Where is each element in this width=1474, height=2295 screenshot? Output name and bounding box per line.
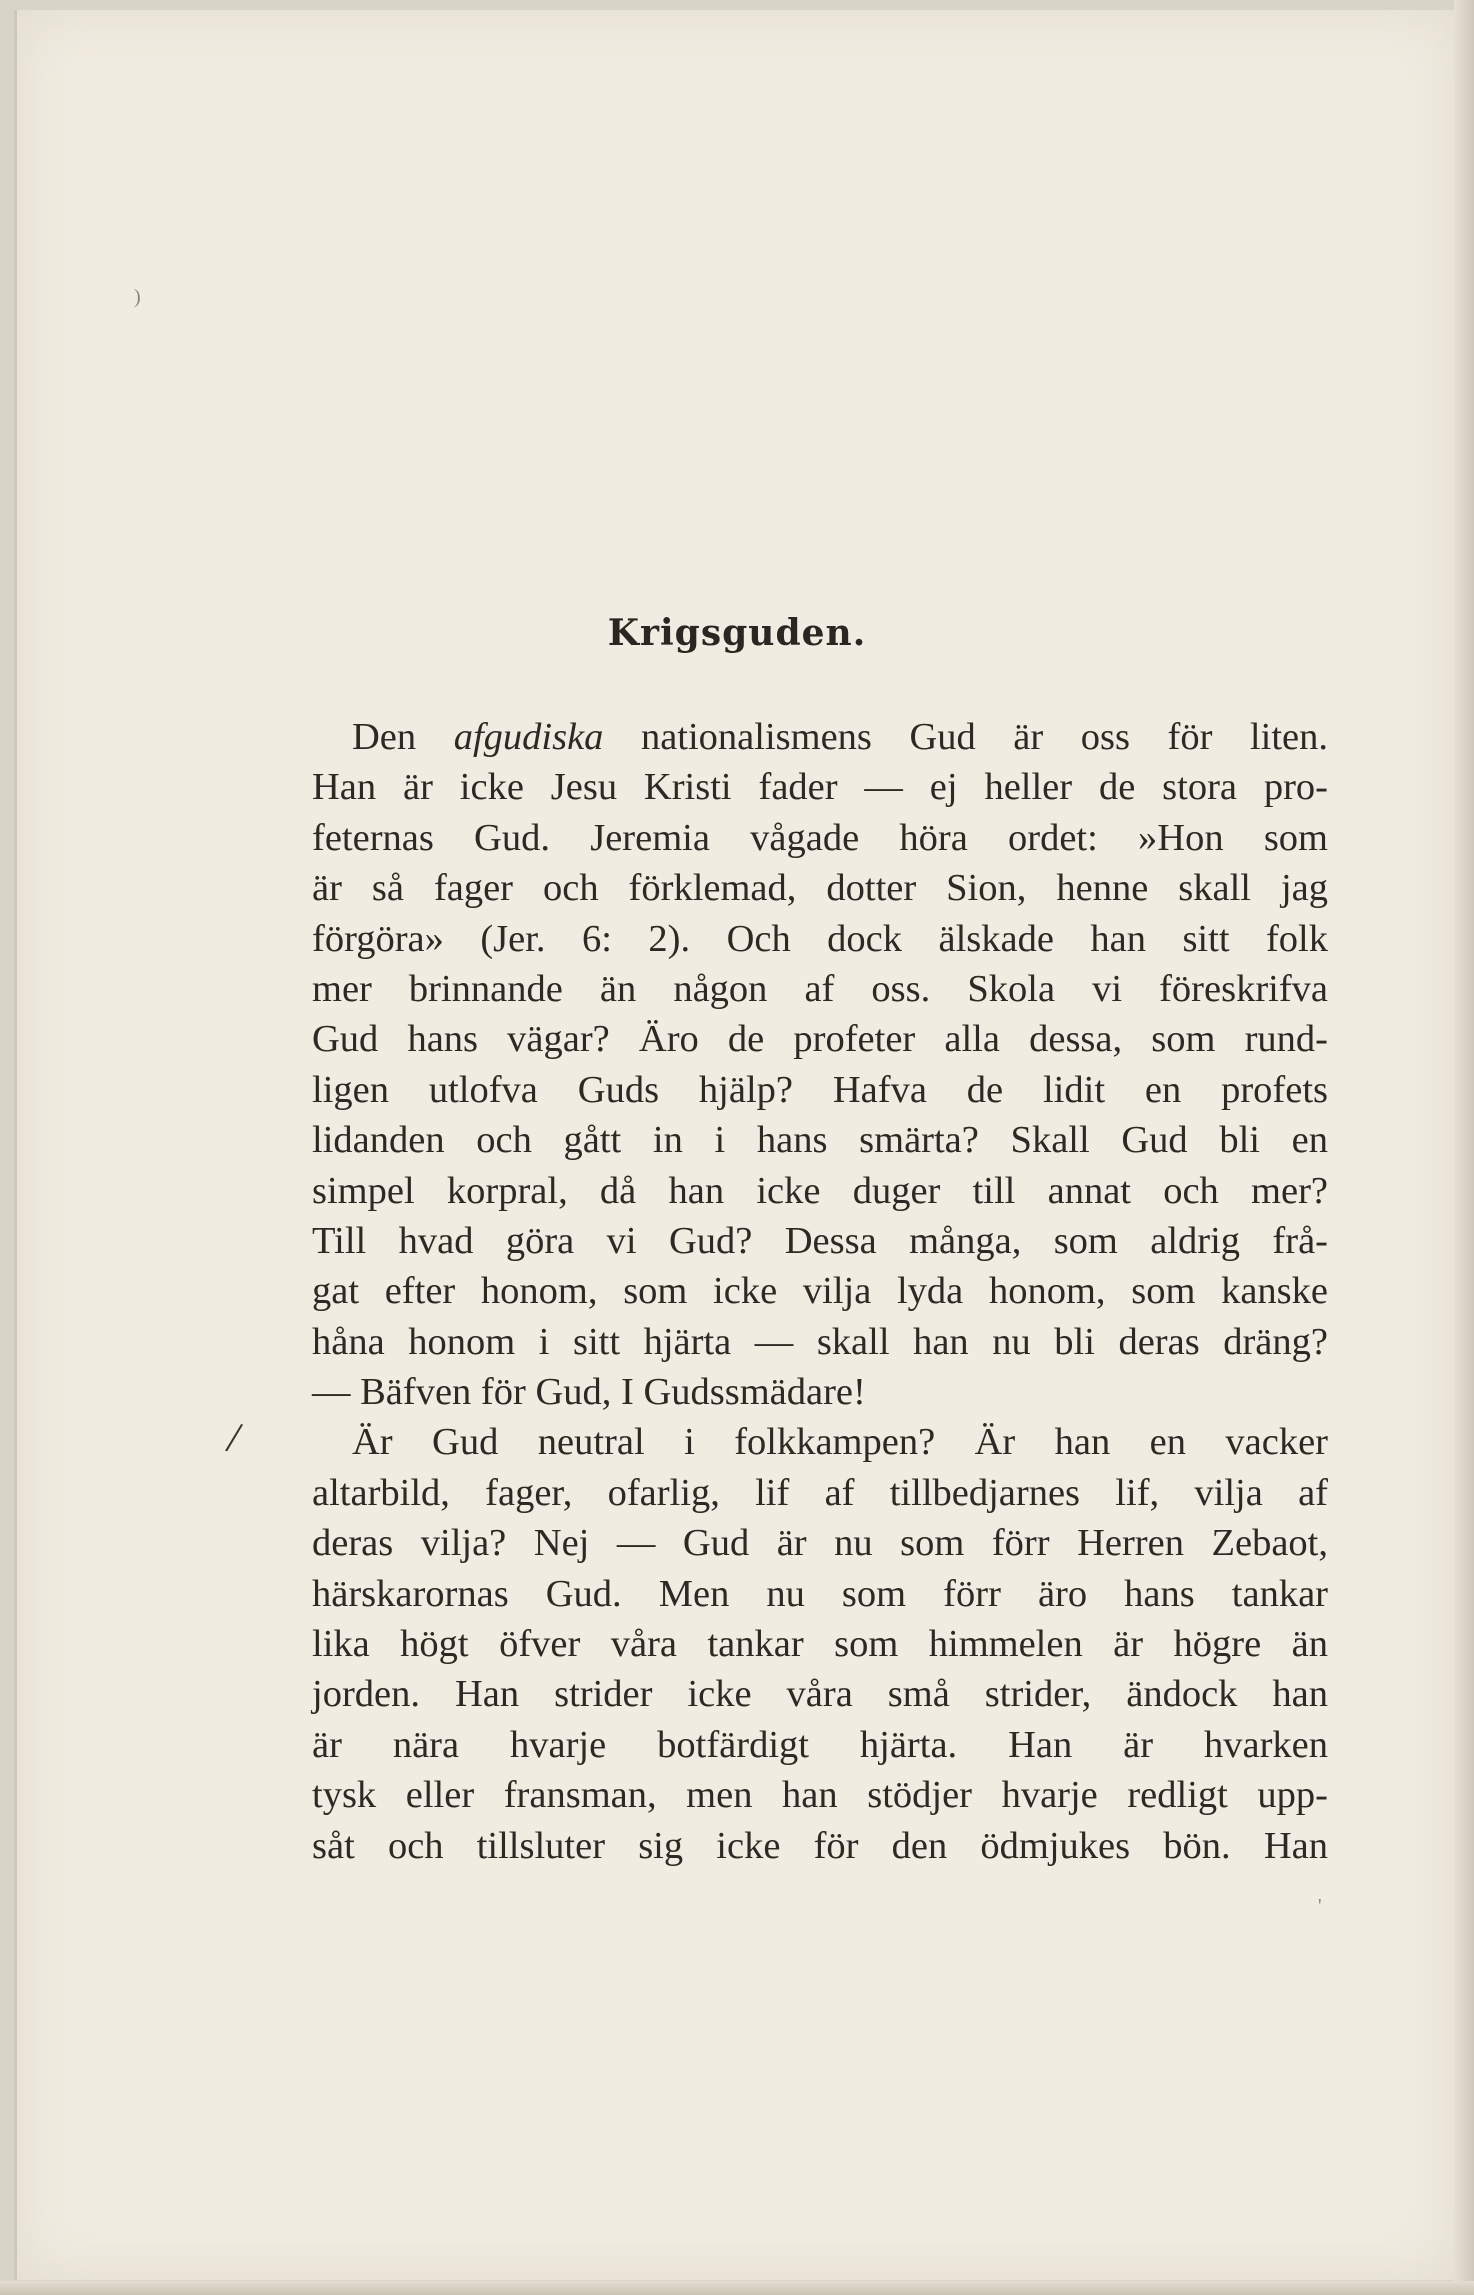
text-line: simpel korpral, då han icke duger till annat och mer? [312, 1169, 1328, 1212]
text-line: Den afgudiska nationalismens Gud är oss för liten. [352, 716, 1328, 758]
text-line: tysk eller fransman, men han stödjer hvarje redligt upp- [312, 1774, 1328, 1817]
page-edge-bottom [0, 2281, 1474, 2295]
text-line: Han är icke Jesu Kristi fader — ej heller de stora pro- [312, 766, 1328, 809]
body-text [312, 712, 1328, 1871]
text-line: mer brinnande än någon af oss. Skola vi föreskrifva [312, 967, 1328, 1010]
text-line: lidanden och gått in i hans smärta? Skall Gud bli en [312, 1119, 1328, 1162]
text-line: jorden. Han strider icke våra små strider, ändock han [312, 1673, 1328, 1716]
text-line: ligen utlofva Guds hjälp? Hafva de lidit en profets [312, 1068, 1328, 1111]
text-line: håna honom i sitt hjärta — skall han nu bli deras dräng? [312, 1320, 1328, 1363]
stray-mark: ) [134, 286, 141, 308]
text-line: — Bäfven för Gud, I Gudssmädare! [312, 1371, 866, 1414]
text-line: Är Gud neutral i folkkampen? Är han en vacker [352, 1421, 1328, 1464]
italic-word: afgudiska [453, 716, 604, 758]
text-line: feternas Gud. Jeremia vågade höra ordet: »Hon som [312, 816, 1328, 859]
text-line: förgöra» (Jer. 6: 2). Och dock älskade han sitt folk [312, 917, 1328, 960]
text-line: lika högt öfver våra tankar som himmelen är högre än [312, 1623, 1328, 1666]
text-line: härskarornas Gud. Men nu som förr äro hans tankar [312, 1572, 1328, 1615]
page-edge-right [1454, 0, 1474, 2295]
text-line: Till hvad göra vi Gud? Dessa många, som aldrig frå- [312, 1219, 1328, 1262]
text-line: deras vilja? Nej — Gud är nu som förr Herren Zebaot, [312, 1522, 1328, 1565]
text-line: såt och tillsluter sig icke för den ödmjukes bön. Han [312, 1824, 1328, 1867]
chapter-title: Krigsguden. [607, 612, 867, 654]
text-line: Gud hans vägar? Äro de profeter alla dessa, som rund- [312, 1018, 1328, 1061]
margin-pencil-mark: / [223, 1412, 246, 1463]
text-line: är så fager och förklemad, dotter Sion, henne skall jag [312, 867, 1328, 910]
text-line: är nära hvarje botfärdigt hjärta. Han är hvarken [312, 1723, 1328, 1766]
text-line: altarbild, fager, ofarlig, lif af tillbedjarnes lif, vilja af [312, 1471, 1328, 1514]
text-line: gat efter honom, som icke vilja lyda honom, som kanske [312, 1270, 1328, 1313]
stray-mark: ' [1318, 1895, 1322, 1917]
